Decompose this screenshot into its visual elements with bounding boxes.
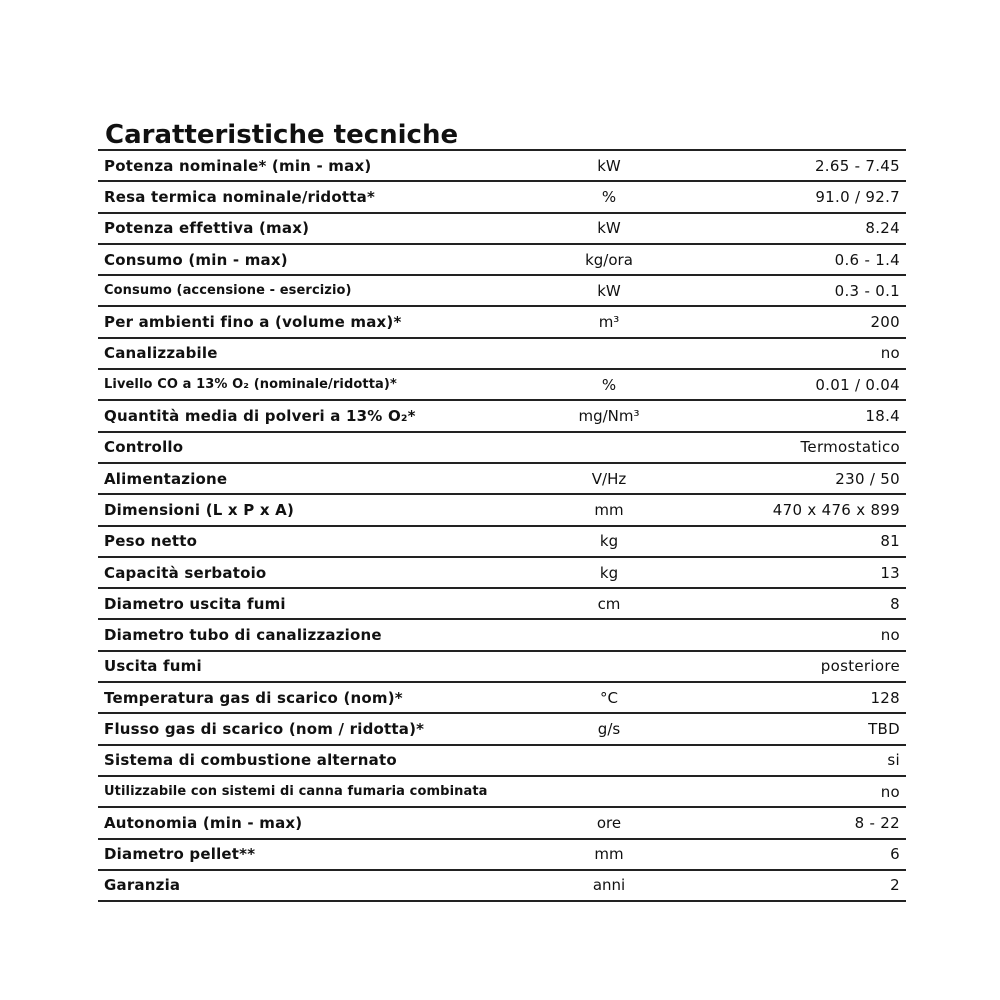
spec-value: 2 <box>890 876 900 895</box>
spec-unit: g/s <box>597 719 621 738</box>
spec-value: 91.0 / 92.7 <box>815 187 900 206</box>
spec-unit: V/Hz <box>591 469 627 488</box>
table-row <box>98 276 906 307</box>
spec-label: Diametro tubo di canalizzazione <box>104 626 382 645</box>
table-row <box>98 151 906 182</box>
spec-label: Consumo (min - max) <box>104 250 288 269</box>
spec-label: Consumo (accensione - esercizio) <box>104 283 352 299</box>
spec-unit: kW <box>597 281 621 300</box>
spec-unit: mm <box>594 845 624 864</box>
table-row <box>98 808 906 839</box>
spec-label: Per ambienti fino a (volume max)* <box>104 313 402 332</box>
spec-unit: kW <box>597 219 621 238</box>
spec-label: Garanzia <box>104 876 181 895</box>
table-row <box>98 245 906 276</box>
table-row <box>98 307 906 338</box>
spec-value: 81 <box>880 532 900 551</box>
spec-value: 6 <box>890 845 900 864</box>
table-row <box>98 433 906 464</box>
spec-value: 0.3 - 0.1 <box>834 281 900 300</box>
spec-value: posteriore <box>820 657 900 676</box>
spec-unit: mg/Nm³ <box>578 407 640 426</box>
spec-label: Canalizzabile <box>104 344 218 363</box>
spec-label: Quantità media di polveri a 13% O₂* <box>104 407 416 426</box>
spec-label: Autonomia (min - max) <box>104 813 303 832</box>
spec-label: Diametro uscita fumi <box>104 594 286 613</box>
spec-value: no <box>880 626 900 645</box>
specs-table <box>98 149 906 902</box>
spec-unit: kg/ora <box>585 250 633 269</box>
spec-label: Peso netto <box>104 532 198 551</box>
spec-unit: mm <box>594 500 624 519</box>
spec-value: 230 / 50 <box>835 469 900 488</box>
spec-unit: kg <box>599 563 619 582</box>
page-title: Caratteristiche tecniche <box>105 120 459 150</box>
spec-value: 8 - 22 <box>854 813 900 832</box>
spec-label: Sistema di combustione alternato <box>104 751 397 770</box>
spec-label: Flusso gas di scarico (nom / ridotta)* <box>104 719 425 738</box>
spec-unit: % <box>601 187 617 206</box>
spec-value: 0.01 / 0.04 <box>815 375 900 394</box>
table-row <box>98 746 906 777</box>
table-row <box>98 464 906 495</box>
table-row <box>98 182 906 213</box>
table-row <box>98 558 906 589</box>
spec-unit: anni <box>592 876 626 895</box>
spec-value: si <box>887 751 900 770</box>
spec-label: Livello CO a 13% O₂ (nominale/ridotta)* <box>104 377 397 393</box>
table-row <box>98 714 906 745</box>
spec-label: Temperatura gas di scarico (nom)* <box>104 688 403 707</box>
spec-label: Diametro pellet** <box>104 845 256 864</box>
table-row <box>98 495 906 526</box>
table-row <box>98 370 906 401</box>
spec-value: Termostatico <box>800 438 900 457</box>
spec-unit: ore <box>596 813 622 832</box>
spec-value: 2.65 - 7.45 <box>814 156 900 175</box>
spec-label: Potenza effettiva (max) <box>104 219 310 238</box>
spec-value: TBD <box>868 719 900 738</box>
spec-value: no <box>880 344 900 363</box>
spec-unit: kW <box>597 156 621 175</box>
spec-value: 470 x 476 x 899 <box>772 500 900 519</box>
spec-label: Uscita fumi <box>104 657 202 676</box>
spec-label: Potenza nominale* (min - max) <box>104 156 372 175</box>
table-row <box>98 840 906 871</box>
spec-label: Utilizzabile con sistemi di canna fumaria combinata <box>104 784 488 800</box>
spec-value: 200 <box>870 313 900 332</box>
table-row <box>98 620 906 651</box>
table-row <box>98 589 906 620</box>
table-row <box>98 683 906 714</box>
spec-unit: cm <box>597 594 621 613</box>
spec-value: 0.6 - 1.4 <box>834 250 900 269</box>
spec-unit: °C <box>600 688 618 707</box>
spec-unit: m³ <box>598 313 620 332</box>
spec-value: 18.4 <box>865 407 900 426</box>
table-row <box>98 652 906 683</box>
spec-value: 13 <box>880 563 900 582</box>
table-row <box>98 401 906 432</box>
spec-unit: kg <box>599 532 619 551</box>
spec-value: no <box>880 782 900 801</box>
spec-label: Dimensioni (L x P x A) <box>104 500 295 519</box>
spec-label: Controllo <box>104 438 184 457</box>
spec-value: 8.24 <box>865 219 900 238</box>
spec-value: 8 <box>890 594 900 613</box>
table-row <box>98 339 906 370</box>
spec-label: Capacità serbatoio <box>104 563 267 582</box>
spec-value: 128 <box>870 688 900 707</box>
table-row <box>98 527 906 558</box>
spec-label: Resa termica nominale/ridotta* <box>104 187 375 206</box>
table-row <box>98 871 906 902</box>
table-row <box>98 777 906 808</box>
spec-unit: % <box>601 375 617 394</box>
table-row <box>98 214 906 245</box>
spec-label: Alimentazione <box>104 469 228 488</box>
technical-specs-sheet <box>98 116 906 902</box>
